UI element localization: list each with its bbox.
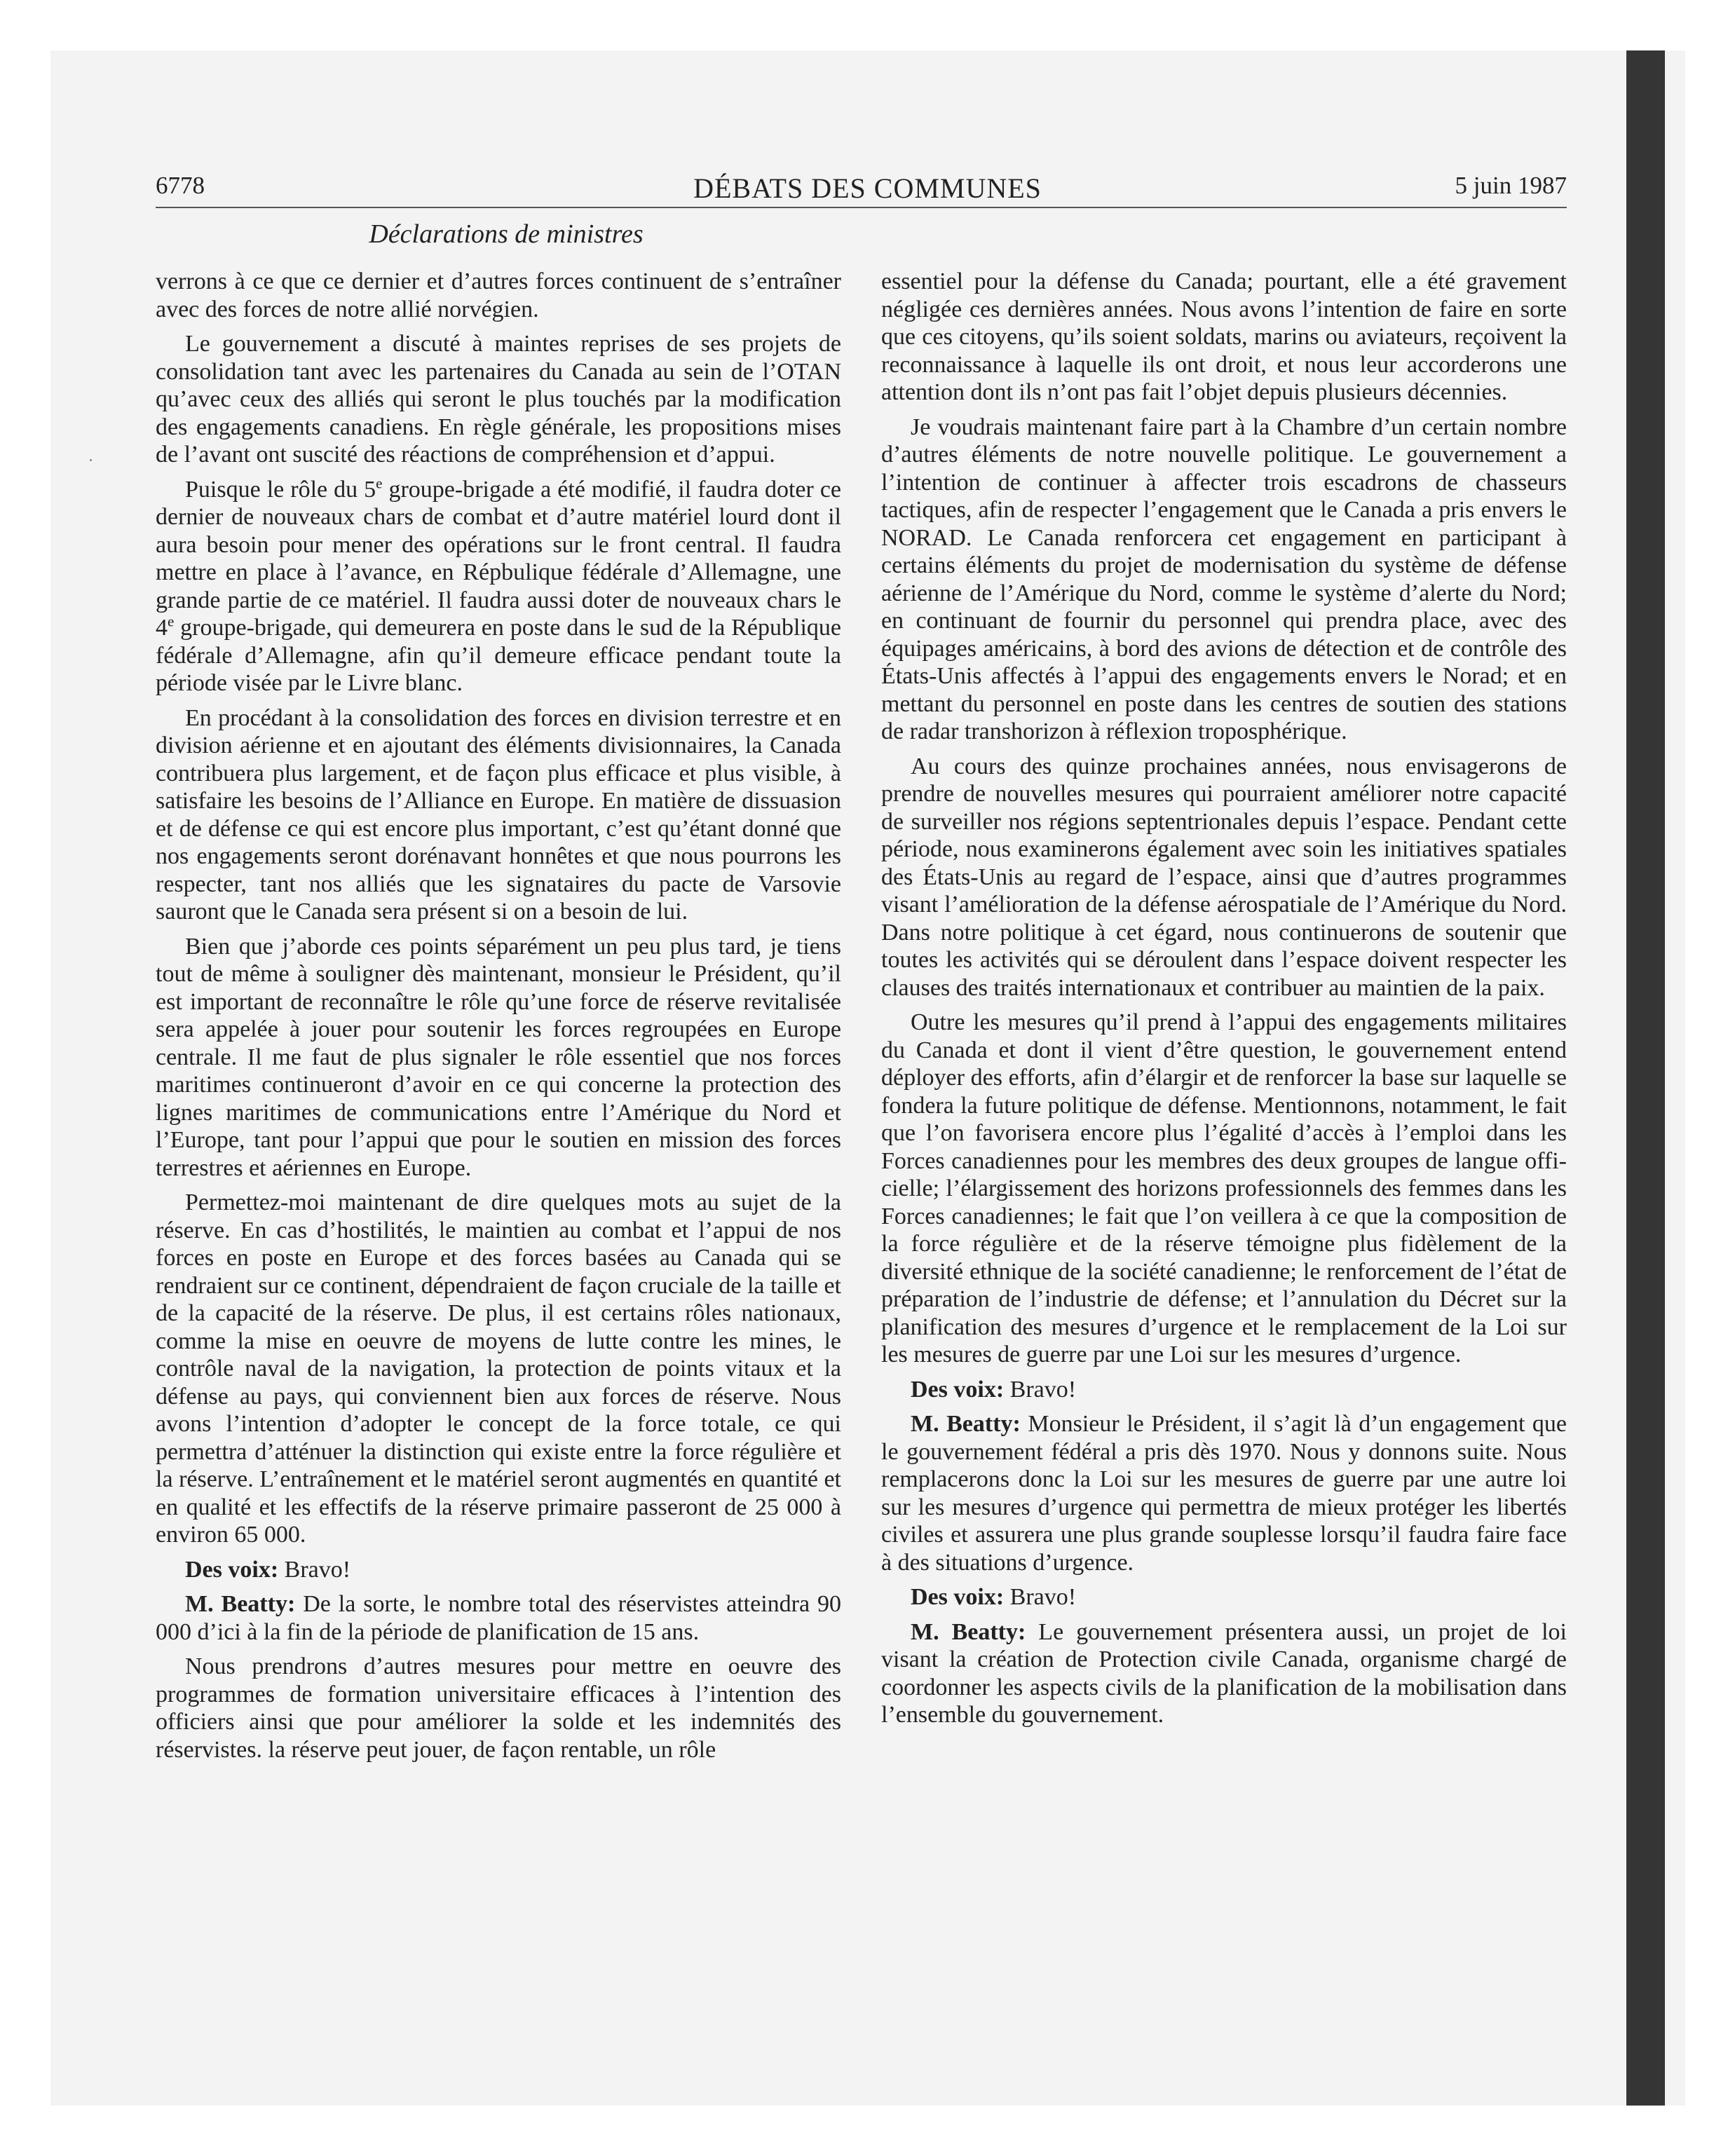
speech [156,1590,841,1646]
speech-text: Bravo! [1004,1584,1077,1610]
section-title: Déclarations de ministres [369,219,644,249]
paragraph: verrons à ce que ce dernier et d’autres forces continuent de s’entraîner avec des forces de notre allié norvégien. [156,268,841,322]
speech-text: Bravo! [278,1556,351,1583]
speaker-name: M. Beatty: [911,1618,1026,1645]
scan-edge-shadow [1626,50,1665,2106]
paragraph: Au cours des quinze prochaines années, nous envisagerons de prendre de nouvelles mesures qui pourraient améliorer notre capacité de surveiller nos régions septentrionales depuis l’espace. Pendant cette période, nous examinerons également avec soin les initiatives spatiales des États-Unis au regard de l’espace, ainsi que d’autres programmes visant l’amélioration de la défense aérospatiale de l’Amérique du Nord. Dans notre politique à cet égard, nous continuerons de soutenir que toutes les activités qui se déroulent dans l’espace doivent respecter les clauses des traités internationaux et contribuer au maintien de la paix. [881,753,1567,1001]
speech-text: Le gouvernement présentera aussi, un projet de loi visant la création de Protection civile Canada, organisme chargé de coordonner les aspects civils de la planification de la mobilisation dans l’ensemble du gouvernement. [881,1618,1567,1728]
paragraph: Je voudrais maintenant faire part à la Chambre d’un certain nombre d’autres éléments de notre nouvelle politique. Le gouvernement a l’intention de continuer à affecter trois escadrons de chasseurs tactiques, afin de respecter l’engagement que le Canada a pris envers le NORAD. Le Canada renforcera cet engagement en participant à certains éléments du projet de modernisation du système de défense aérienne de l’Amérique du Nord, comme le système d’alerte du Nord; en continuant de fournir du personnel qui prendra place, avec des équipages américains, à bord des avions de détection et de contrôle des États-Unis affectés à l’appui des engagements envers le Norad; et en mettant du personnel en poste dans les centres de soutien des stations de radar transhorizon à réflexion troposphérique. [881,414,1567,744]
journal-title: DÉBATS DES COMMUNES [693,172,1042,204]
scan-speck [90,459,92,461]
paragraph-text: groupe-brigade a été modifié, il faudra doter ce dernier de nouveaux chars de combat et d’autre matériel lourd dont il aura besoin pour mener des opérations sur le front central. Il faudra mettre en place à l’avance, en Répbulique fédérale d’Allemagne, une grande partie de ce matériel. Il faudra aussi doter de nouveaux chars le 4 [156,476,841,641]
paragraph: En procédant à la consolidation des forces en division terrestre et en division aérienne et en ajoutant des éléments divisionnaires, la Canada contribuera plus largement, et de façon plus efficace et plus visible, à satisfaire les besoins de l’Alliance en Europe. En matière de dissuasion et de défense ce qui est encore plus important, c’est qu’étant donné que nos engagements seront dorénavant honnêtes et que nous pourrons les respecter, tant nos alliés que les signataires du pacte de Varsovie sauront que le Canada sera présent si on a besoin de lui. [156,704,841,925]
page-date: 5 juin 1987 [1455,172,1567,199]
speaker-name: M. Beatty: [185,1591,296,1617]
speech [881,1410,1567,1576]
paragraph-text: Puisque le rôle du 5 [185,476,376,503]
ordinal-superscript: e [168,613,175,630]
interjection [156,1556,841,1584]
interjection [881,1376,1567,1404]
speech-text: De la sorte, le nombre total des réservistes atteindra 90 000 d’ici à la fin de la période de planification de 15 ans. [156,1591,841,1645]
left-column [156,268,841,1770]
paragraph: Outre les mesures qu’il prend à l’appui des engagements militaires du Canada et dont il vient d’être question, le gouvernement entend déployer des efforts, afin d’élargir et de renforcer la base sur laquelle se fondera la future politique de défense. Mentionnons, notamment, le fait que l’on favorisera encore plus l’égalité d’accès à l’emploi dans les Forces canadiennes pour les membres des deux groupes de langue officielle; l’élargissement des horizons professionnels des femmes dans les Forces canadiennes; le fait que l’on veillera à ce que la composition de la force régulière et de la réserve témoigne plus fidèlement de la diversité ethnique de la société canadienne; le renforcement de l’état de préparation de l’industrie de défense; et l’annulation du Décret sur la planification des mesures d’urgence et le remplacement de la Loi sur les mesures de guerre par une Loi sur les mesures d’urgence. [881,1009,1567,1367]
paragraph: Nous prendrons d’autres mesures pour mettre en oeuvre des programmes de formation universitaire efficaces à l’intention des officiers ainsi que pour améliorer la solde et les indemnités des réservistes. la réserve peut jouer, de façon rentable, un rôle [156,1653,841,1763]
speech-text: Bravo! [1004,1376,1077,1403]
interjection [881,1583,1567,1611]
paragraph: Bien que j’aborde ces points séparément un peu plus tard, je tiens tout de même à souligner dès maintenant, monsieur le Président, qu’il est important de reconnaître le rôle qu’une force de réserve revitalisée sera appelée à jouer pour soutenir les forces regroupées en Europe centrale. Il me faut de plus signaler le rôle essentiel que nos forces maritimes continueront d’avoir en ce qui concerne la protection des lignes maritimes de communications entre l’Amérique du Nord et l’Europe, tant pour l’appui que pour le soutien en mission des forces terrestres et aériennes en Europe. [156,933,841,1181]
speech-text: Monsieur le Président, il s’agit là d’un engagement que le gouvernement fédéral a pris dès 1970. Nous y donnons suite. Nous remplacerons donc la Loi sur les mesures de guerre par une autre loi sur les mesures d’urgence qui permettra de mieux protéger les libertés civiles et assurera une plus grande souplesse lorsqu’il faudra faire face à des situations d’urgence. [881,1411,1567,1576]
speaker-name: M. Beatty: [911,1411,1021,1437]
speaker-name: Des voix: [911,1376,1005,1403]
paragraph-text: groupe-brigade, qui demeurera en poste dans le sud de la République fédérale d’Allemagne, afin qu’il demeure efficace pendant toute la période visée par le Livre blanc. [156,615,841,696]
page-number: 6778 [156,172,205,199]
header-rule [156,207,1567,208]
right-column [881,268,1567,1736]
paragraph: essentiel pour la défense du Canada; pourtant, elle a été gravement négligée ces dernières années. Nous avons l’intention de faire en sorte que ces citoyens, qu’ils soient soldats, marins ou aviateurs, reçoivent la reconnaissance à laquelle ils ont droit, et nous leur accorderons une attention dont ils n’ont pas fait l’objet depuis plusieurs décennies. [881,268,1567,405]
speaker-name: Des voix: [185,1556,279,1583]
speaker-name: Des voix: [911,1584,1005,1610]
paragraph: Le gouvernement a discuté à maintes reprises de ses projets de consolidation tant avec les partenaires du Canada au sein de l’OTAN qu’avec ceux des alliés qui seront le plus touchés par la modification des engagements canadiens. En règle générale, les propositions mises de l’avant ont suscité des réactions de compréhension et d’appui. [156,331,841,468]
paragraph [156,476,841,697]
speech [881,1618,1567,1729]
ordinal-superscript: e [376,475,383,492]
paragraph: Permettez-moi maintenant de dire quelques mots au sujet de la réserve. En cas d’hostilités, le maintien au combat et l’appui de nos forces en poste en Europe et des forces basées au Canada qui se rendraient sur ce continent, dépendraient de façon cruciale de la taille et de la capacité de la réserve. De plus, il est certains rôles nationaux, comme la mise en oeuvre de moyens de lutte contre les mines, le contrôle naval de la navigation, la protection de points vitaux et la défense au pays, qui conviennent bien aux forces de réserve. Nous avons l’intention d’adopter le concept de la force totale, ce qui permettra d’atténuer la distinction qui existe entre la force régulière et la réserve. L’entraînement et le matériel seront augmentés en quantité et en qualité et les effectifs de la réserve primaire passeront de 25 000 à environ 65 000. [156,1189,841,1548]
